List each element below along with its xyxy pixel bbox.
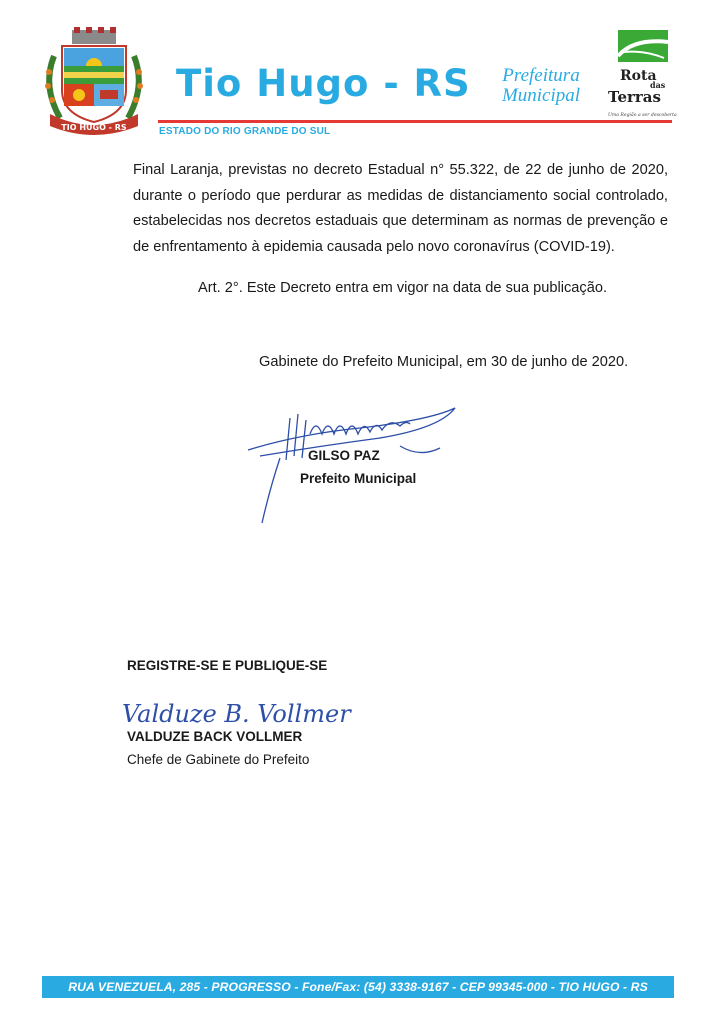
- prefeitura-line-1: Prefeitura: [502, 65, 580, 86]
- register-publish-note: REGISTRE-SE E PUBLIQUE-SE: [127, 658, 328, 673]
- article-2: Art. 2°. Este Decreto entra em vigor na data de sua publicação.: [198, 280, 608, 296]
- rota-tagline: Uma Região a ser descoberta: [608, 113, 677, 118]
- footer-address: RUA VENEZUELA, 285 - PROGRESSO - Fone/Fax: (54) 3338-9167 - CEP 99345-000 - TIO HUGO - RS: [42, 976, 674, 998]
- header-divider: [158, 120, 672, 123]
- municipal-coat-of-arms-logo: [40, 26, 148, 134]
- page-title: Tio Hugo - RS: [176, 62, 471, 105]
- chief-signature-text: Valduze B. Vollmer: [122, 700, 351, 728]
- rota-word: Rota: [620, 68, 657, 84]
- prefeitura-line-2: Municipal: [501, 85, 581, 106]
- terras-word: Terras: [608, 88, 661, 106]
- prefeitura-municipal-label: [492, 66, 590, 106]
- chief-name: VALDUZE BACK VOLLMER: [127, 729, 303, 744]
- decree-paragraph: Final Laranja, previstas no decreto Estadual n° 55.322, de 22 de junho de 2020, durante o período que perdurar as medidas de distanciamento social controlado, estabelecidas nos decretos estaduais que determinam as normas de prevenção e de enfrentamento à epidemia causada pelo novo coronavírus (COVID-19).: [133, 162, 668, 255]
- mayor-signature: [240, 398, 470, 528]
- rota-das-terras-logo: [604, 30, 676, 120]
- mayor-role: Prefeito Municipal: [300, 471, 417, 486]
- chief-signature: [118, 686, 351, 734]
- das-word: das: [650, 80, 666, 90]
- crest-banner-text: TIO HUGO - RS: [61, 123, 127, 132]
- mayor-name: GILSO PAZ: [308, 448, 380, 463]
- closing-date-line: Gabinete do Prefeito Municipal, em 30 de junho de 2020.: [259, 354, 629, 370]
- state-label: ESTADO DO RIO GRANDE DO SUL: [159, 126, 331, 137]
- chief-role: Chefe de Gabinete do Prefeito: [127, 752, 310, 767]
